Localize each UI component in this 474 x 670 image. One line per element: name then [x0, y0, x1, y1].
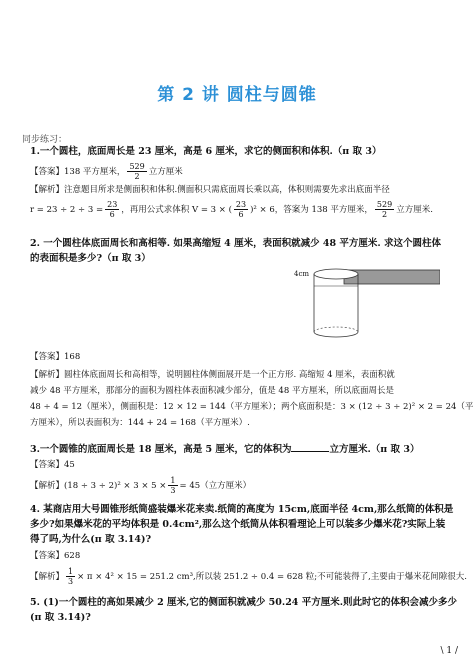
question-4-line1: 4. 某商店用大号圆锥形纸筒盛装爆米花来卖.纸筒的高度为 15cm,底面半径 4cm,那么纸筒的体积是: [30, 504, 454, 515]
answer-blank: [291, 441, 329, 452]
q3-analysis: 【解析】(18 ÷ 3 ÷ 2)² × 3 × 5 × $\frac{1}{3}$ = 45（立方厘米）: [30, 476, 252, 495]
q3-answer: 【答案】45: [30, 460, 75, 470]
q2-answer: 【答案】168: [30, 352, 81, 362]
q2-analysis-line4: 方厘米），所以表面积为：144 + 24 = 168（平方厘米）.: [30, 418, 250, 428]
figure-label: 4cm: [294, 270, 310, 278]
q2-analysis-line1: 【解析】圆柱体底面周长和高相等，说明圆柱体侧面展开是一个正方形. 高缩短 4 厘米，表面积就: [30, 370, 395, 380]
q1-analysis-line2: r = 23 ÷ 2 ÷ 3 = $\frac{23}{6}$ ，再用公式求体积 V = 3 × ( $\frac{23}{6}$ )² × 6，答案为 138 平方厘米， $\frac{529}{2}$ 立方厘米.: [30, 200, 433, 219]
page-title: 第 2 讲 圆柱与圆锥: [157, 85, 317, 105]
section-heading: 同步练习：: [22, 135, 68, 145]
q1-answer-fraction: $\frac{529}{2}$: [129, 162, 145, 181]
cylinder-figure: [294, 264, 440, 344]
q4-answer: 【答案】628: [30, 551, 81, 561]
question-4-line2: 多少?如果爆米花的平均体积是 0.4cm²,那么这个纸筒从体积看理论上可以装多少爆米花?实际上装: [30, 519, 446, 530]
q1-answer: 【答案】138 平方厘米， $\frac{529}{2}$ 立方厘米: [30, 162, 183, 181]
question-5-line1: 5. (1)一个圆柱的高如果减少 2 厘米,它的侧面积就减少 50.24 平方厘米.则此时它的体积会减少多少: [30, 597, 458, 608]
page-number: \ 1 /: [440, 646, 458, 656]
q4-analysis: 【解析】 $\frac{1}{3}$ × π × 4² × 15 = 251.2 cm³,所以装 251.2 ÷ 0.4 = 628 粒;不可能装得了,主要由于爆米花间隙很大.: [30, 567, 467, 586]
question-1: 1.一个圆柱，底面周长是 23 厘米，高是 6 厘米，求它的侧面积和体积.（π 取 3）: [30, 146, 382, 157]
q2-analysis-line3: 48 ÷ 4 = 12（厘米），侧面积是：12 × 12 = 144（平方厘米）；两个底面积是：3 × (12 ÷ 3 ÷ 2)² × 2 = 24（平: [30, 402, 474, 412]
question-5-line2: (π 取 3.14)?: [30, 612, 91, 623]
question-2-line1: 2. 一个圆柱体底面周长和高相等. 如果高缩短 4 厘米，表面积就减少 48 平方厘米. 求这个圆柱体: [30, 238, 442, 249]
question-4-line3: 得了吗,为什么(π 取 3.14)?: [30, 534, 152, 545]
question-3: 3.一个圆锥的底面周长是 18 厘米，高是 5 厘米，它的体积为 立方厘米.（π 取 3）: [30, 441, 419, 457]
q2-analysis-line2: 减少 48 平方厘米，那部分的面积为圆柱体表面积减少部分，值是 48 平方厘米，所以底面周长是: [30, 386, 394, 396]
question-2-line2: 的表面积是多少?（π 取 3）: [30, 253, 151, 264]
q1-analysis-line1: 【解析】注意题目所求是侧面积和体积.侧面积只需底面周长乘以高，体积则需要先求出底面半径: [30, 185, 390, 195]
